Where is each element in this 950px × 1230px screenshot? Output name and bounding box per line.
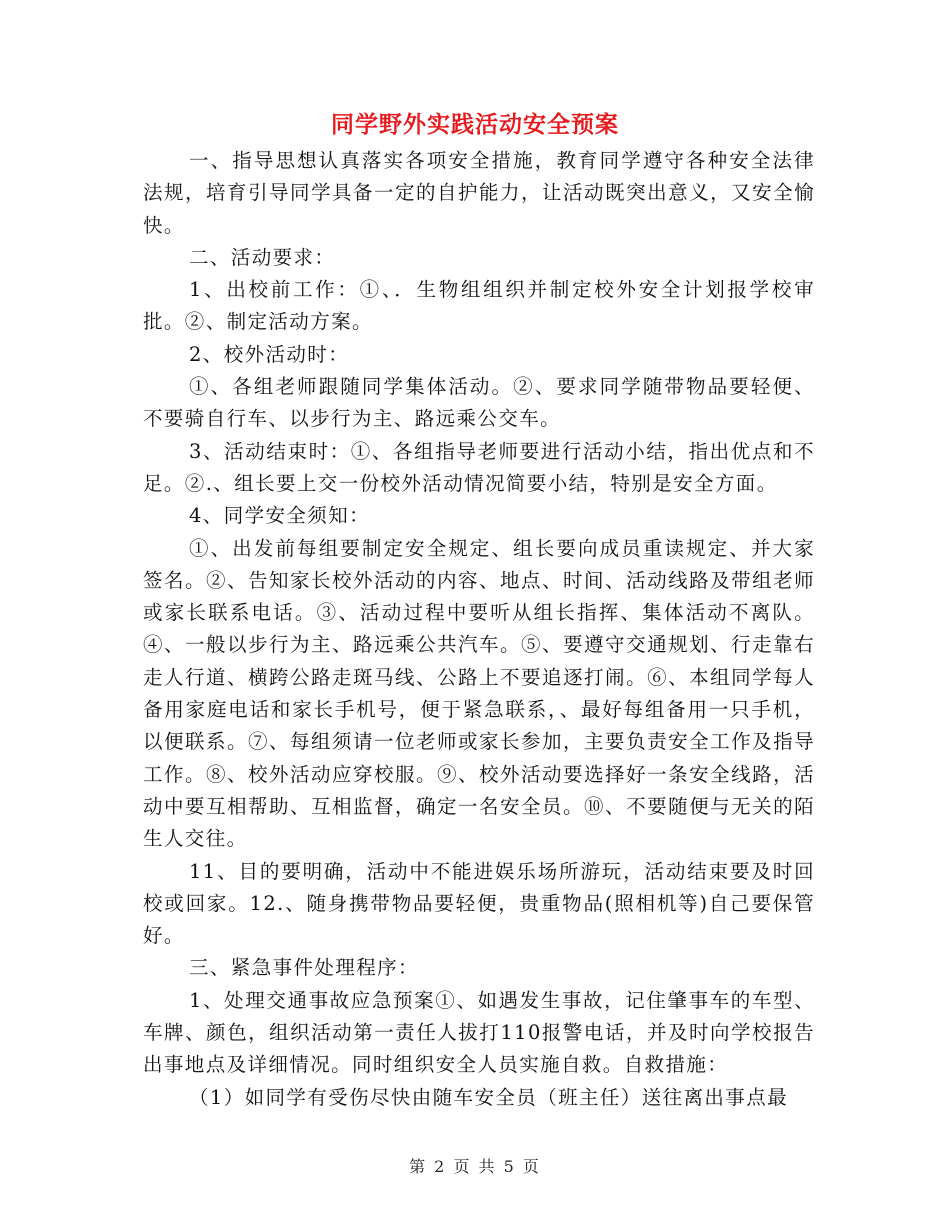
paragraph: ①、出发前每组要制定安全规定、组长要向成员重读规定、并大家签名。②、告知家长校外活动的内容、地点、时间、活动线路及带组老师或家长联系电话。③、活动过程中要听从组长指挥、集体活动不离队。④、一般以步行为主、路远乘公共汽车。⑤、要遵守交通规划、行走靠右走人行道、横跨公路走斑马线、公路上不要追逐打闹。⑥、本组同学每人备用家庭电话和家长手机号，便于紧急联系，、最好每组备用一只手机，以便联系。⑦、每组须请一位老师或家长参加，主要负责安全工作及指导工作。⑧、校外活动应穿校服。⑨、校外活动要选择好一条安全线路，活动中要互相帮助、互相监督，确定一名安全员。⑩、不要随便与无关的陌生人交往。	[143, 536, 815, 851]
paragraph: ①、各组老师跟随同学集体活动。②、要求同学随带物品要轻便、不要骑自行车、以步行为主、路远乘公交车。	[143, 375, 815, 431]
page-footer: 第 2 页 共 5 页	[409, 1157, 541, 1176]
paragraph: 一、指导思想认真落实各项安全措施，教育同学遵守各种安全法律法规，培育引导同学具备一定的自护能力，让活动既突出意义，又安全愉快。	[143, 149, 815, 237]
paragraph: 4、同学安全须知：	[189, 504, 371, 528]
paragraph: 11、目的要明确，活动中不能进娱乐场所游玩，活动结束要及时回校或回家。12.、随身携带物品要轻便，贵重物品(照相机等)自己要保管好。	[143, 859, 815, 948]
document-body	[143, 145, 815, 1114]
paragraph: 1、处理交通事故应急预案①、如遇发生事故，记住肇事车的车型、车牌、颜色，组织活动第一责任人拔打110报警电话，并及时向学校报告出事地点及详细情况。同时组织安全人员实施自救。自救措施：	[143, 988, 815, 1077]
paragraph: 2、校外活动时：	[189, 342, 350, 366]
document-title: 同学野外实践活动安全预案	[331, 111, 619, 138]
paragraph: （1）如同学有受伤尽快由随车安全员（班主任）送往离出事点最	[189, 1085, 789, 1109]
paragraph: 二、活动要求：	[189, 245, 336, 269]
paragraph: 1、出校前工作：①、．生物组组织并制定校外安全计划报学校审批。②、制定活动方案。	[143, 278, 815, 334]
paragraph: 三、紧急事件处理程序：	[189, 956, 419, 980]
paragraph: 3、活动结束时：①、各组指导老师要进行活动小结，指出优点和不足。②.、组长要上交一份校外活动情况简要小结，特别是安全方面。	[143, 439, 815, 495]
